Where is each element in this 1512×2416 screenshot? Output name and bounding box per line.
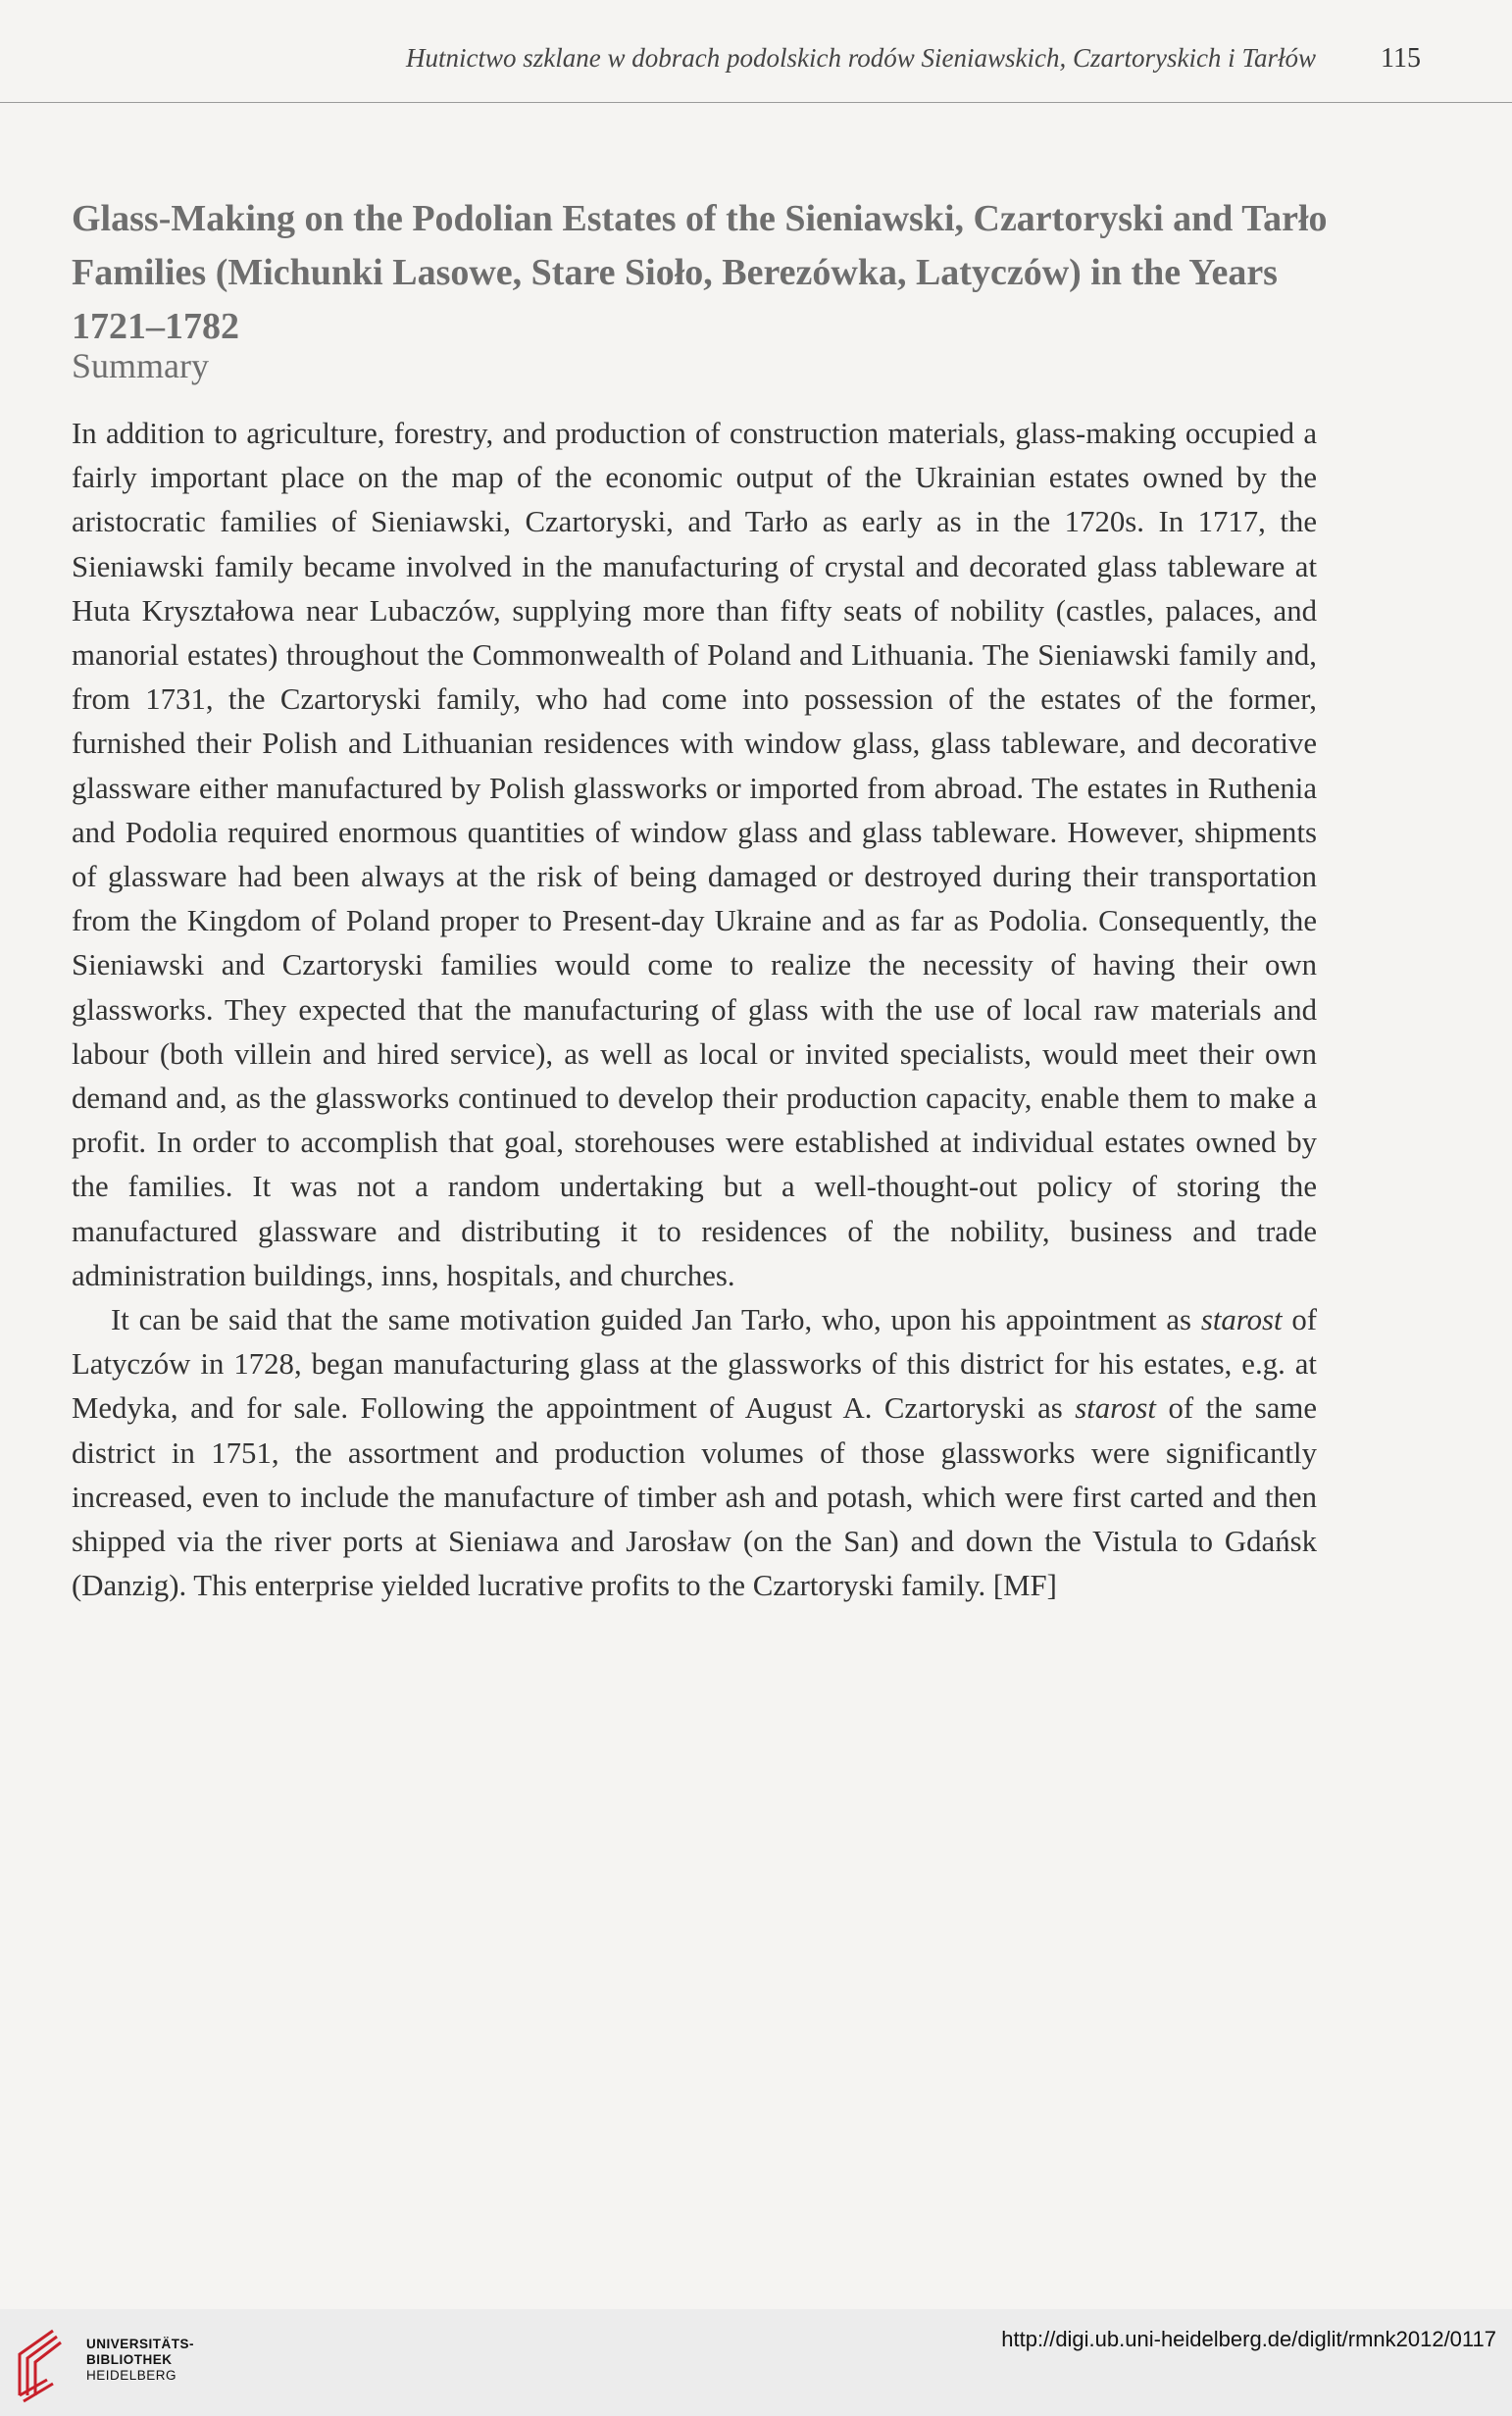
footer-bar bbox=[0, 2309, 1512, 2416]
logo-line-3: HEIDELBERG bbox=[86, 2368, 177, 2383]
paragraph-2-part-3: of the same district in 1751, the assortment and production volumes of those glassworks were significantly increased, even to include the manufacture of timber ash and potash, which were first carted and then shipped via the river ports at Sieniawa and Jarosław (on the San) and down the Vistula to Gdańsk (Danzig). This enterprise yielded lucrative profits to the Czartoryski family. [MF] bbox=[72, 1391, 1317, 1603]
source-url[interactable]: http://digi.ub.uni-heidelberg.de/diglit/rmnk2012/0117 bbox=[1001, 2327, 1496, 2351]
paragraph-2-part-2: of Latyczów in 1728, began manufacturing glass at the glassworks of this district for his estates, e.g. at Medyka, and for sale. Following the appointment of August A. Czartoryski as bbox=[72, 1303, 1318, 1426]
starost-term-2: starost bbox=[1075, 1391, 1156, 1426]
paragraph-2-part-1: It can be said that the same motivation guided Jan Tarło, who, upon his appointment as bbox=[111, 1303, 1201, 1337]
article-title: Glass-Making on the Podolian Estates of the Sieniawski, Czartoryski and Tarło Families (Michunki Lasowe, Stare Sioło, Berezówka, Latyczów) in the Years 1721–1782 bbox=[72, 198, 1328, 347]
logo-line-2: BIBLIOTHEK bbox=[86, 2352, 173, 2367]
summary-heading: Summary bbox=[72, 346, 209, 385]
starost-term-1: starost bbox=[1200, 1303, 1283, 1337]
paragraph-1: In addition to agriculture, forestry, and production of construction materials, glass-making occupied a fairly important place on the map of the economic output of the Ukrainian estates owned by the aristocratic families of Sieniawski, Czartoryski, and Tarło as early as in the 1720s. In 1717, the Sieniawski family became involved in the manufacturing of crystal and decorated glass tableware at Huta Kryształowa near Lubaczów, supplying more than fifty seats of nobility (castles, palaces, and manorial estates) throughout the Commonwealth of Poland and Lithuania. The Sieniawski family and, from 1731, the Czartoryski family, who had come into possession of the estates of the former, furnished their Polish and Lithuanian residences with window glass, glass tableware, and decorative glassware either manufactured by Polish glassworks or imported from abroad. The estates in Ruthenia and Podolia required enormous quantities of window glass and glass tableware. However, shipments of glassware had been always at the risk of being damaged or destroyed during their transportation from the Kingdom of Poland proper to Present-day Ukraine and as far as Podolia. Consequently, the Sieniawski and Czartoryski families would come to realize the necessity of having their own glassworks. They expected that the manufacturing of glass with the use of local raw materials and labour (both villein and hired service), as well as local or invited specialists, would meet their own demand and, as the glassworks continued to develop their production capacity, enable them to make a profit. In order to accomplish that goal, storehouses were established at individual estates owned by the families. It was not a random undertaking but a well-thought-out policy of storing the manufactured glassware and distributing it to residences of the nobility, business and trade administration buildings, inns, hospitals, and churches. bbox=[72, 417, 1317, 1292]
paragraph-2 bbox=[72, 1298, 1317, 1608]
page-number: 115 bbox=[1381, 43, 1421, 74]
library-logo-text bbox=[86, 2337, 194, 2384]
library-logo-icon bbox=[14, 2325, 76, 2403]
logo-line-1: UNIVERSITÄTS- bbox=[86, 2337, 195, 2351]
running-head: Hutnictwo szklane w dobrach podolskich rodów Sieniawskich, Czartoryskich i Tarłów bbox=[406, 43, 1316, 73]
header-rule bbox=[0, 102, 1512, 103]
summary-body bbox=[72, 412, 1317, 1608]
